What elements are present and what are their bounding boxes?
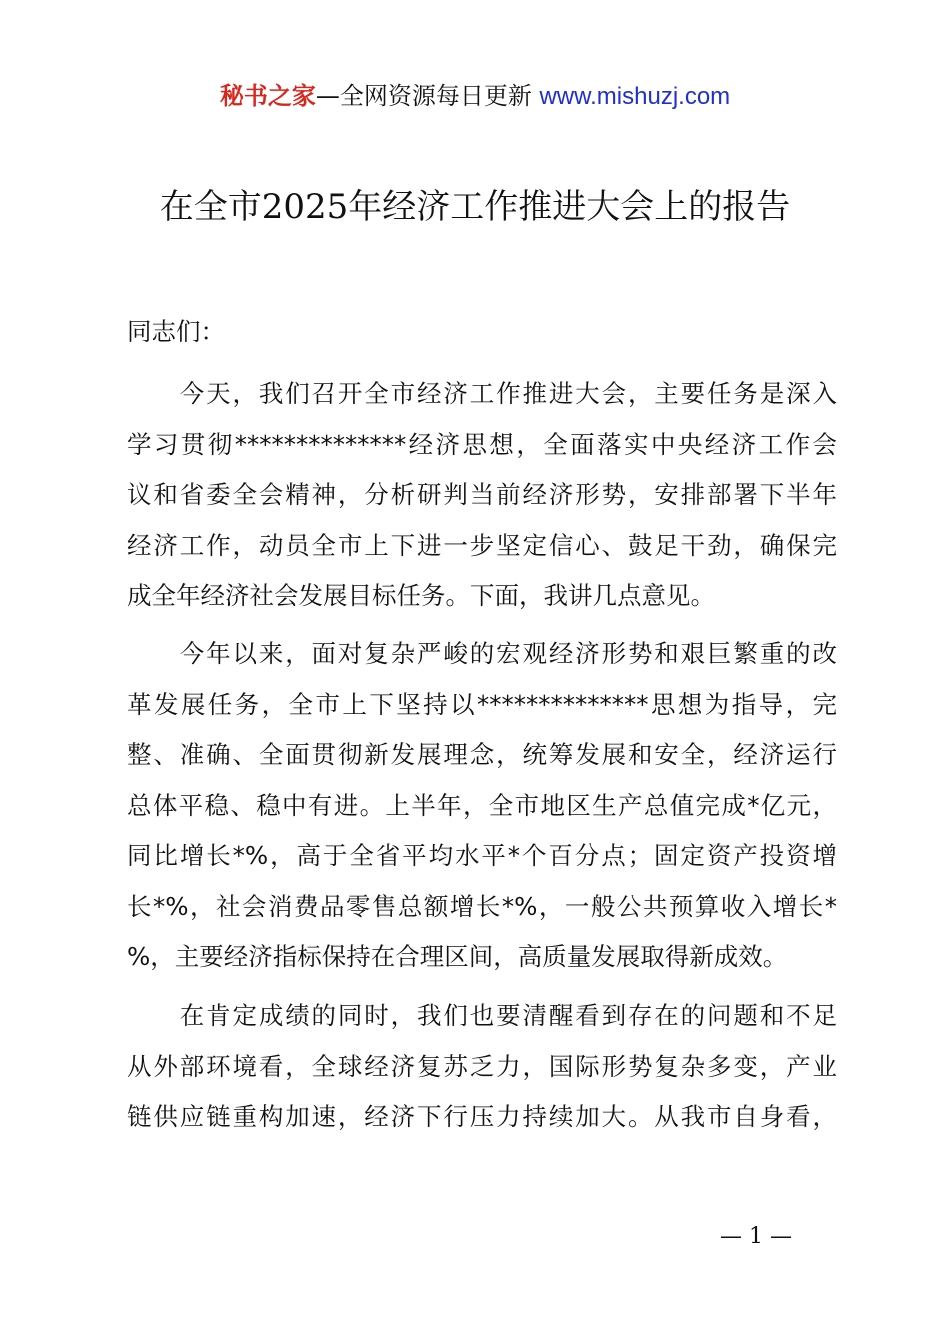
site-name: 秘书之家 bbox=[219, 82, 316, 110]
site-tagline: —全网资源每日更新 bbox=[315, 82, 540, 110]
paragraph-line: 经济工作，动员全市上下进一步坚定信心、鼓足干劲，确保完 bbox=[127, 530, 837, 560]
paragraph-line: 革发展任务，全市上下坚持以**************思想为指导，完 bbox=[127, 689, 837, 719]
paragraph-line: %，主要经济指标保持在合理区间，高质量发展取得新成效。 bbox=[127, 942, 788, 971]
paragraph-line: 从外部环境看，全球经济复苏乏力，国际形势复杂多变，产业 bbox=[127, 1051, 837, 1081]
paragraph-line: 在肯定成绩的同时，我们也要清醒看到存在的问题和不足 bbox=[127, 1001, 837, 1030]
paragraph-line: 同比增长*%，高于全省平均水平*个百分点；固定资产投资增 bbox=[127, 841, 837, 870]
paragraph-line: 今年以来，面对复杂严峻的宏观经济形势和艰巨繁重的改 bbox=[127, 639, 837, 668]
paragraph-line: 今天，我们召开全市经济工作推进大会，主要任务是深入 bbox=[127, 379, 837, 408]
document-title: 在全市2025年经济工作推进大会上的报告 bbox=[159, 187, 791, 227]
paragraph-line: 长*%，社会消费品零售总额增长*%，一般公共预算收入增长* bbox=[127, 891, 837, 921]
paragraph-line: 议和省委全会精神，分析研判当前经济形势，安排部署下半年 bbox=[127, 480, 837, 509]
paragraph-2 bbox=[127, 629, 837, 983]
paragraph-line: 学习贯彻**************经济思想，全面落实中央经济工作会 bbox=[127, 429, 837, 459]
page-number: — 1 — bbox=[720, 1224, 792, 1249]
site-header bbox=[0, 80, 950, 113]
site-url-link[interactable]: www.mishuzj.com bbox=[539, 83, 731, 110]
salutation: 同志们： bbox=[127, 317, 225, 346]
paragraph-line: 总体平稳、稳中有进。上半年，全市地区生产总值完成*亿元， bbox=[127, 790, 837, 820]
paragraph-3 bbox=[127, 991, 837, 1143]
paragraph-1 bbox=[127, 369, 837, 622]
paragraph-line: 整、准确、全面贯彻新发展理念，统筹发展和安全，经济运行 bbox=[127, 740, 837, 769]
paragraph-line: 成全年经济社会发展目标任务。下面，我讲几点意见。 bbox=[127, 581, 715, 610]
paragraph-line: 链供应链重构加速，经济下行压力持续加大。从我市自身看， bbox=[127, 1102, 837, 1131]
